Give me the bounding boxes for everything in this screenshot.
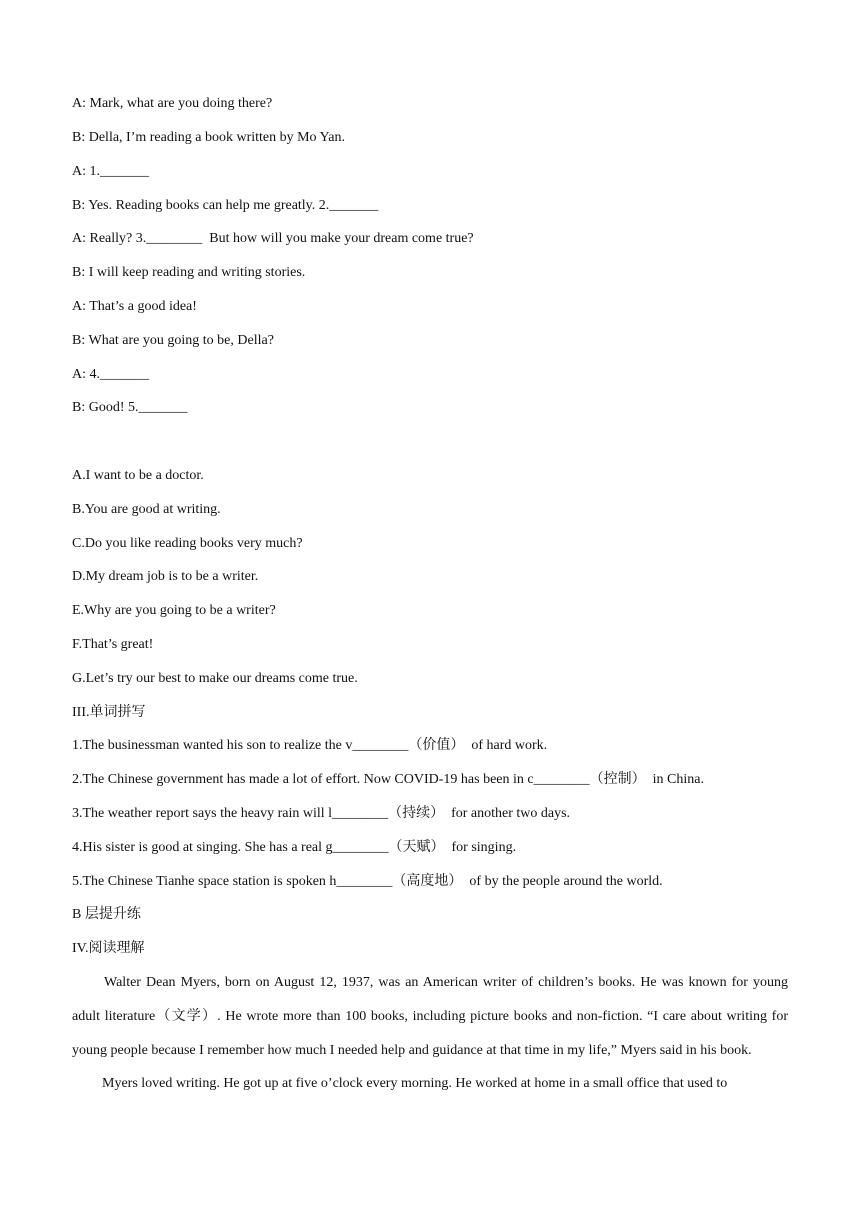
dialogue-line: A: 1._______ [72,164,149,179]
option-item: E.Why are you going to be a writer? [72,603,276,618]
reading-passage [72,966,788,1101]
spelling-question: 5.The Chinese Tianhe space station is spoken h________（高度地） of by the people around the world. [72,874,663,889]
spelling-question: 1.The businessman wanted his son to realize the v________（价值） of hard work. [72,738,548,753]
option-item: F.That’s great! [72,637,154,652]
option-item: D.My dream job is to be a writer. [72,569,259,584]
dialogue-line: B: I will keep reading and writing stories. [72,265,306,280]
reading-paragraph-1: Walter Dean Myers, born on August 12, 1937, was an American writer of children’s books. He was known for young adult literature（文学）. He wrote more than 100 books, including picture books and non-fiction. “I care about writing for young people because I remember how much I needed help and guidance at that time in my life,” Myers said in his book. [72,975,788,1058]
section-title-reading: IV.阅读理解 [72,941,145,956]
option-item: A.I want to be a doctor. [72,468,204,483]
dialogue-line: B: Yes. Reading books can help me greatly. 2._______ [72,198,379,213]
dialogue-line: B: Della, I’m reading a book written by Mo Yan. [72,130,345,145]
level-b-title: B 层提升练 [72,907,141,922]
option-item: C.Do you like reading books very much? [72,536,303,551]
section-title-spelling: III.单词拼写 [72,705,146,720]
dialogue-line: B: Good! 5._______ [72,400,188,415]
dialogue-line: A: Mark, what are you doing there? [72,96,273,111]
spelling-question: 2.The Chinese government has made a lot of effort. Now COVID-19 has been in c________（控制） in China. [72,772,704,787]
dialogue-line: A: Really? 3.________ But how will you make your dream come true? [72,231,474,246]
option-item: G.Let’s try our best to make our dreams come true. [72,671,358,686]
spelling-question: 3.The weather report says the heavy rain will l________（持续） for another two days. [72,806,571,821]
dialogue-line: B: What are you going to be, Della? [72,333,274,348]
reading-paragraph-2: Myers loved writing. He got up at five o’clock every morning. He worked at home in a small office that used to [102,1076,728,1092]
spelling-question: 4.His sister is good at singing. She has a real g________（天赋） for singing. [72,840,517,855]
dialogue-line: A: 4._______ [72,367,149,382]
option-item: B.You are good at writing. [72,502,221,517]
dialogue-line: A: That’s a good idea! [72,299,197,314]
